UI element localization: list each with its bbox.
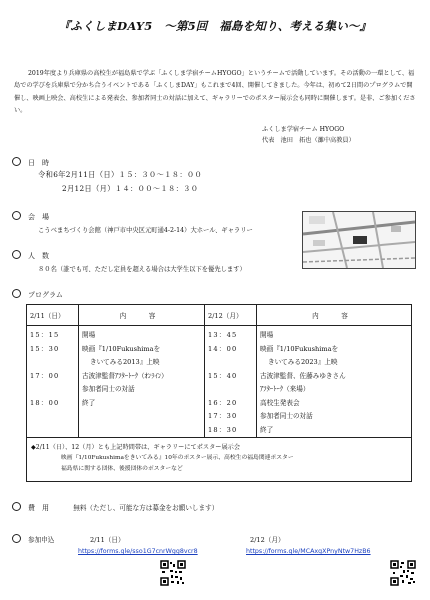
day2-time: 14：00 — [208, 344, 238, 353]
gallery-note-line-2: 映画『1/10Fukushimaをきいてみる』10年のポスター展示、高校生の福島関連ポスター — [61, 455, 294, 461]
day2-item: 終了 — [260, 425, 274, 434]
map-icon — [303, 212, 415, 268]
qr-code-day1[interactable] — [160, 560, 186, 590]
day1-item: 参加者同士の対話 — [82, 385, 135, 393]
day1-time — [30, 356, 75, 370]
day2-times — [205, 326, 257, 438]
day2-time: 15：40 — [208, 371, 238, 380]
registration-day1-link[interactable]: https://forms.gle/sso1G7cnrWgg8vcr8 — [78, 548, 198, 555]
day1-item: 終了 — [82, 398, 96, 407]
day2-item: 高校生発表会 — [260, 398, 300, 407]
circle-marker-icon — [12, 289, 21, 298]
day2-time — [208, 383, 253, 397]
venue-map — [302, 211, 416, 269]
program-header-row — [27, 305, 412, 326]
capacity-heading-text: 人 数 — [28, 252, 49, 260]
day2-item: 開場 — [260, 331, 274, 339]
day1-time: 15：15 — [30, 331, 60, 339]
section-schedule-heading — [12, 157, 49, 168]
day2-header: 2/12（月） — [205, 305, 257, 326]
day2-time: 18：30 — [208, 425, 238, 434]
organizer-team: ふくしま学宿チーム HYOGO — [262, 126, 345, 133]
organizer-block — [262, 124, 355, 146]
schedule-line-1: 令和6年2月11日（日）１５：３０～１８：００ — [38, 170, 203, 179]
day1-times — [27, 326, 79, 438]
day2-time — [208, 356, 253, 370]
day2-item: ｱﾌﾀｰﾄｰｸ（来場） — [260, 385, 310, 393]
fee-line: 無料（ただし、可能な方は募金をお願いします） — [73, 504, 219, 512]
day2-item: きいてみる2023』上映 — [268, 358, 338, 366]
section-fee-heading — [12, 502, 218, 513]
registration-day1-label: 2/11（日） — [90, 536, 125, 544]
program-note-row — [27, 438, 412, 482]
qr-code-icon — [160, 560, 186, 586]
gallery-note — [27, 438, 412, 482]
organizer-representative: 代表 池田 拓也（灘中高教員） — [262, 137, 355, 144]
day2-content-header: 内 容 — [257, 305, 412, 326]
circle-marker-icon — [12, 211, 21, 220]
day2-time: 16：20 — [208, 398, 238, 407]
day1-item: 映画『1/10Fukushimaを — [82, 344, 161, 353]
program-body-row — [27, 326, 412, 438]
gallery-note-line-3: 福島県に関する団体、後援団体のポスターなど — [61, 466, 183, 472]
day2-items — [257, 326, 412, 438]
day1-item: きいてみる2013』上映 — [90, 358, 160, 366]
section-capacity-heading — [12, 250, 49, 261]
gallery-note-line-1: ◆2/11（日）、12（月）とも上記時間帯は、ギャラリーにてポスター展示会 — [31, 444, 241, 451]
day1-time: 18：00 — [30, 398, 60, 407]
day1-content-header: 内 容 — [79, 305, 205, 326]
intro-paragraph: 2019年度より兵庫県の高校生が福島県で学ぶ「ふくしま学宿チームHYOGO」というチームで活動しています。その活動の一環として、福島での学びを兵庫県で分かち合うイベントである「ふくしまDAY」もこれまで4回、開催してきました。今年は、初めて2日間のプログラムで開催し、映画上映会、高校生による発表会、参加者同士の対話に加えて、ギャラリーでのポスター展示会も同時に開催します。是非、ご参加ください。 — [14, 70, 416, 115]
section-venue-heading — [12, 211, 49, 222]
circle-marker-icon — [12, 250, 21, 259]
day1-time — [30, 383, 75, 397]
day1-items — [79, 326, 205, 438]
section-program-heading — [12, 289, 63, 300]
circle-marker-icon — [12, 157, 21, 166]
program-table — [26, 304, 412, 482]
registration-heading-text: 参加申込 — [28, 536, 55, 544]
day1-time: 17：00 — [30, 371, 60, 380]
program-heading-text: プログラム — [28, 291, 63, 299]
day1-item: 開場 — [82, 331, 96, 339]
capacity-line: ８０名（誰でも可、ただし定員を超える場合は大学生以下を優先します） — [38, 266, 246, 273]
day2-item: 映画『1/10Fukushimaを — [260, 344, 339, 353]
day2-time: 13：45 — [208, 331, 238, 339]
registration-day2-label: 2/12（月） — [250, 536, 285, 544]
schedule-heading-text: 日 時 — [28, 159, 49, 167]
venue-line: こうべまちづくり会館（神戸市中央区元町通4-2-14）大ホール、ギャラリー — [38, 227, 253, 234]
section-registration-heading — [12, 534, 54, 544]
schedule-line-2: 2月12日（月）１４：００～１８：３０ — [62, 184, 199, 193]
day2-item: 古波津監督、佐藤みゆきさん — [260, 371, 346, 380]
day1-time: 15：30 — [30, 344, 60, 353]
day1-header: 2/11（日） — [27, 305, 79, 326]
circle-marker-icon — [12, 534, 21, 543]
day2-time: 17：30 — [208, 412, 238, 420]
registration-day2-link[interactable]: https://forms.gle/MCAxgXPnyNtw7HzB6 — [246, 548, 371, 555]
qr-code-icon — [390, 560, 416, 586]
fee-heading-text: 費 用 — [28, 504, 49, 512]
circle-marker-icon — [12, 502, 21, 511]
venue-heading-text: 会 場 — [28, 213, 49, 221]
day1-item: 古波津監督ｱﾌﾀｰﾄｰｸ（ｵﾝﾗｲﾝ） — [82, 371, 168, 380]
day2-item: 参加者同士の対話 — [260, 412, 313, 420]
page-title: 『ふくしまDAY5 ～第5回 福島を知り、考える集い～』 — [58, 19, 372, 33]
qr-code-day2[interactable] — [390, 560, 416, 590]
